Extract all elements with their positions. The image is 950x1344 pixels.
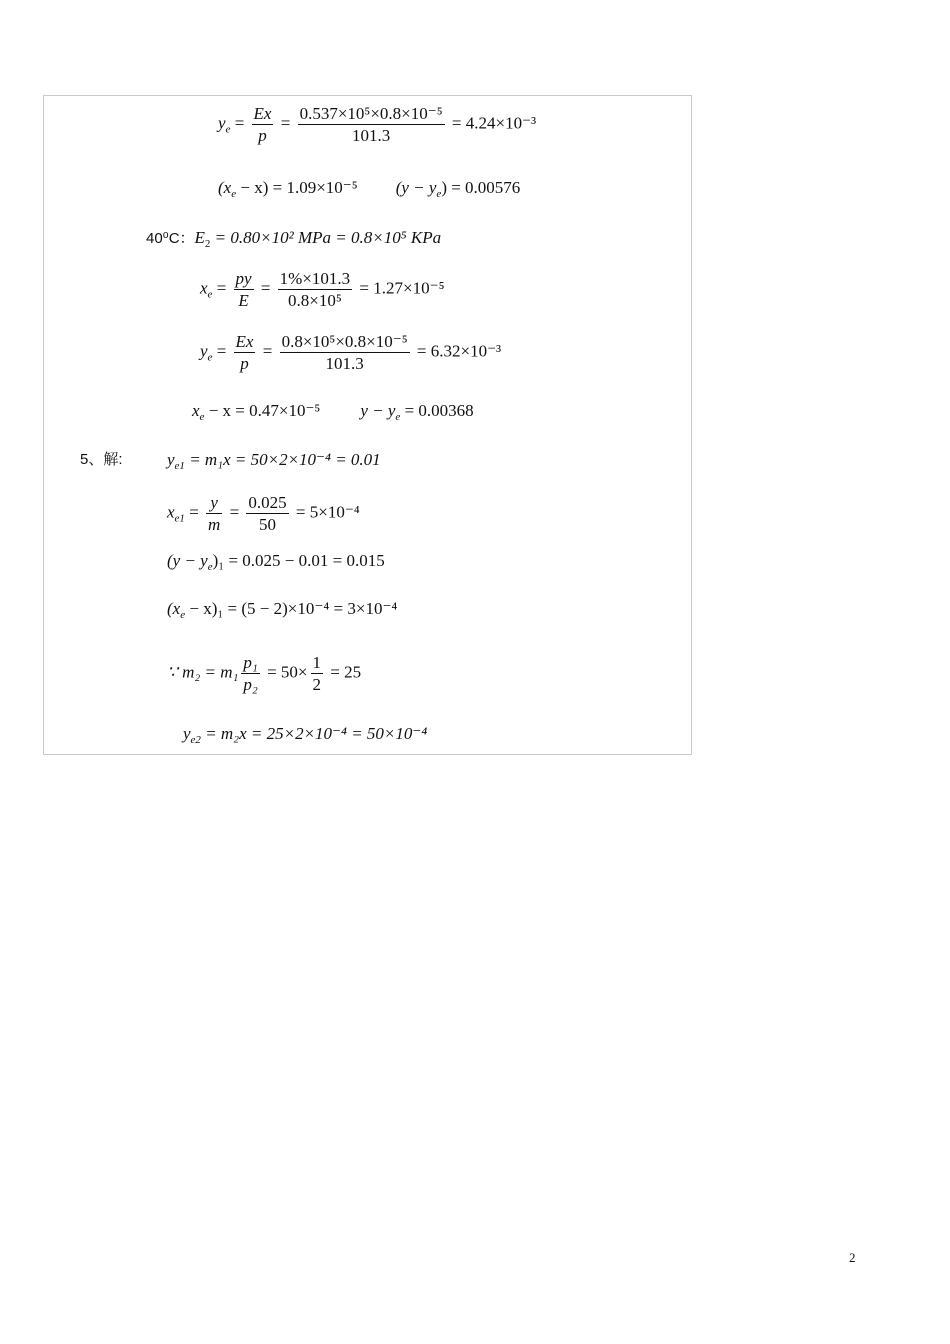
eq-sign: = — [212, 278, 231, 298]
eq-rhs: = 1.27×10⁻⁵ — [355, 278, 445, 298]
eq-sign: = — [230, 113, 249, 133]
eq-part: (x — [167, 599, 181, 618]
fraction-numerator: Ex — [235, 332, 254, 351]
eq-rest: = m₂x = 25×2×10⁻⁴ = 50×10⁻⁴ — [200, 724, 428, 743]
eq-part: x — [192, 401, 200, 420]
fraction — [234, 268, 254, 311]
eq-rhs: = 6.32×10⁻³ — [412, 341, 502, 361]
eq-rest: = m₁x = 50×2×10⁻⁴ = 0.01 — [184, 450, 381, 469]
equation-y-difference — [167, 551, 385, 571]
eq-lhs-sub: e2 — [190, 734, 201, 746]
eq-lhs: x — [200, 278, 208, 298]
fraction-denominator: 0.8×10⁵ — [288, 291, 342, 310]
fraction-denominator: 50 — [259, 515, 277, 534]
fraction-numerator: y — [206, 492, 222, 514]
eq-rhs: = 4.24×10⁻³ — [447, 113, 537, 133]
fraction-numerator: 0.025 — [248, 493, 287, 512]
fraction-numerator: 0.8×10⁵×0.8×10⁻⁵ — [281, 332, 408, 351]
fraction — [311, 652, 324, 695]
page-number: 2 — [849, 1250, 856, 1265]
fraction — [234, 331, 256, 374]
eq-lhs-sub: e — [207, 351, 213, 364]
eq-part: = 0.00368 — [400, 401, 474, 420]
eq-sign: = — [212, 341, 231, 361]
fraction — [280, 331, 410, 374]
equation-ye2 — [183, 724, 427, 744]
eq-sub: e — [207, 561, 213, 573]
fraction-numerator: 0.537×10⁵×0.8×10⁻⁵ — [299, 104, 443, 123]
eq-lhs: y — [183, 724, 191, 743]
fraction-numerator: 1%×101.3 — [279, 269, 351, 288]
eq-part: (y − y — [395, 178, 437, 197]
fraction-denominator: p — [258, 126, 267, 145]
fraction — [246, 492, 288, 535]
eq-lhs: x — [167, 502, 175, 522]
eq-sign: = — [184, 502, 204, 522]
problem5-label: 5、解: — [80, 451, 123, 468]
equation-x-difference — [167, 599, 397, 619]
fraction — [241, 652, 259, 695]
fraction — [278, 268, 353, 311]
eq-part: − x) = 1.09×10⁻⁵ — [236, 178, 358, 197]
fraction — [252, 103, 274, 146]
fraction-numerator: Ex — [253, 104, 272, 123]
fraction-denominator: p — [240, 354, 249, 373]
temperature-label: 40⁰C： — [146, 230, 195, 247]
eq-rhs: = 5×10⁻⁴ — [291, 502, 360, 522]
equation-differences-first — [218, 178, 520, 198]
eq-lhs-sub: e — [225, 123, 231, 136]
eq-sub: e — [180, 609, 186, 621]
eq-part: E — [194, 228, 205, 247]
eq-lhs: y — [200, 341, 208, 361]
fraction — [206, 492, 222, 535]
eq-sub: 2 — [204, 238, 211, 250]
eq-part: − x = 0.47×10⁻⁵ — [204, 401, 321, 420]
eq-sub: e — [395, 411, 401, 423]
eq-part: y − y — [360, 401, 396, 420]
eq-part: (y − y — [167, 551, 208, 570]
fraction-numerator: p₁ — [243, 653, 258, 672]
fraction-denominator: 101.3 — [351, 126, 391, 145]
equation-xe1 — [167, 492, 360, 535]
equation-ye1 — [167, 450, 381, 470]
eq-part: )₁ = 0.025 − 0.01 = 0.015 — [212, 551, 385, 570]
fraction — [298, 103, 445, 146]
eq-part: − x)₁ = (5 − 2)×10⁻⁴ = 3×10⁻⁴ — [185, 599, 398, 618]
eq-sign: = — [276, 113, 295, 133]
eq-sub: e — [436, 188, 442, 200]
eq-lhs-sub: e1 — [174, 460, 185, 472]
equation-m2 — [167, 652, 361, 695]
fraction-denominator: 101.3 — [325, 354, 364, 373]
eq-sub: e — [199, 411, 205, 423]
eq-part: (x — [218, 178, 232, 197]
equation-ye-first — [218, 103, 536, 146]
equation-ye-second — [200, 331, 501, 374]
eq-lhs-sub: e1 — [174, 512, 185, 525]
eq-lhs: y — [167, 450, 175, 469]
eq-part: = 50× — [262, 662, 308, 682]
fraction-denominator: 2 — [312, 675, 322, 694]
eq-sign: = — [225, 502, 244, 522]
fraction-numerator: py — [235, 269, 252, 288]
eq-sign: = — [256, 278, 275, 298]
eq-sub: e — [231, 188, 237, 200]
equation-differences-second — [192, 401, 474, 421]
fraction-denominator: E — [238, 291, 249, 310]
eq-lhs-sub: e — [207, 288, 213, 301]
eq-part: ∵ m₂ = m₁ — [167, 662, 239, 682]
eq-part: = 25 — [326, 662, 362, 682]
fraction-denominator: m — [208, 515, 221, 534]
eq-sign: = — [258, 341, 277, 361]
eq-part: = 0.80×10² MPa = 0.8×10⁵ KPa — [210, 228, 442, 247]
eq-lhs: y — [218, 113, 226, 133]
fraction-denominator: p₂ — [243, 675, 258, 694]
fraction-numerator: 1 — [312, 653, 322, 672]
equation-henry-40c — [146, 228, 441, 249]
equation-xe — [200, 268, 445, 311]
eq-part: ) = 0.00576 — [441, 178, 521, 197]
